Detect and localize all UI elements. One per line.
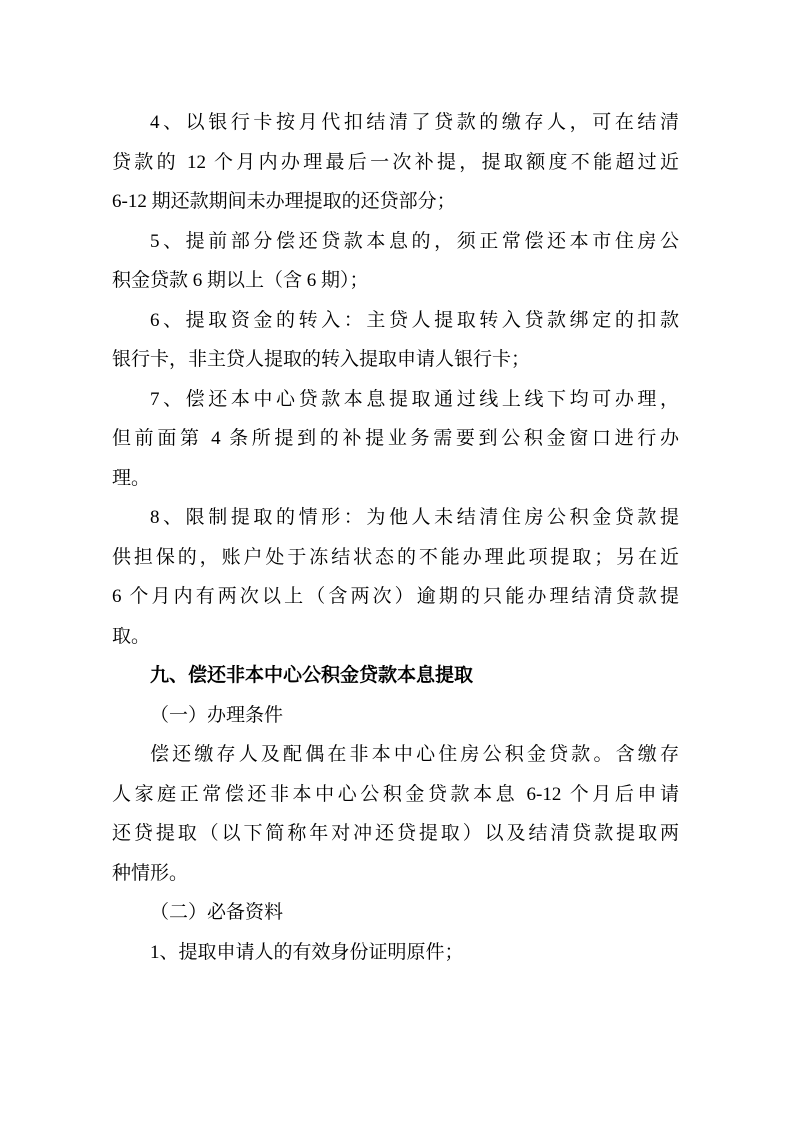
paragraph xyxy=(112,893,679,933)
document-line: 积金贷款 6 期以上（含 6 期）； xyxy=(112,270,369,291)
document-line: 8、限制提取的情形：为他人未结清住房公积金贷款提 xyxy=(150,507,679,528)
document-line: 种情形。 xyxy=(112,862,189,884)
paragraph xyxy=(112,380,679,499)
document-line: （二）必备资料 xyxy=(150,902,284,923)
document-line: 6、提取资金的转入：主贷人提取转入贷款绑定的扣款 xyxy=(150,309,679,331)
document-line: 5、提前部分偿还贷款本息的，须正常偿还本市住房公 xyxy=(150,230,679,252)
paragraph xyxy=(112,498,679,656)
paragraph xyxy=(112,933,679,973)
document-line: 供担保的，账户处于冻结状态的不能办理此项提取；另在近 xyxy=(112,546,679,568)
document-line: 偿还缴存人及配偶在非本中心住房公积金贷款。含缴存 xyxy=(150,744,679,765)
paragraph xyxy=(112,103,679,222)
document-body xyxy=(112,103,679,972)
document-line: 银行卡，非主贷人提取的转入提取申请人银行卡； xyxy=(112,349,531,370)
document-line: 6 个月内有两次以上（含两次）逾期的只能办理结清贷款提 xyxy=(112,586,679,607)
document-line: 但前面第 4 条所提到的补提业务需要到公积金窗口进行办 xyxy=(112,428,679,449)
document-line: 6-12 期还款期间未办理提取的还贷部分； xyxy=(112,191,456,212)
document-line: 人家庭正常偿还非本中心公积金贷款本息 6-12 个月后申请 xyxy=(112,783,679,805)
paragraph xyxy=(112,735,679,893)
document-line: 1、提取申请人的有效身份证明原件； xyxy=(150,941,464,963)
document-line: 4、以银行卡按月代扣结清了贷款的缴存人，可在结清 xyxy=(150,112,679,133)
document-line: 7、偿还本中心贷款本息提取通过线上线下均可办理， xyxy=(150,388,679,410)
paragraph xyxy=(112,222,679,301)
document-line: （一）办理条件 xyxy=(150,704,284,726)
paragraph xyxy=(112,696,679,736)
document-line: 九、偿还非本中心公积金贷款本息提取 xyxy=(150,665,474,686)
document-line: 还贷提取（以下简称年对冲还贷提取）以及结清贷款提取两 xyxy=(112,823,679,844)
section-heading xyxy=(112,656,679,696)
document-line: 取。 xyxy=(112,625,151,647)
document-line: 贷款的 12 个月内办理最后一次补提，提取额度不能超过近 xyxy=(112,151,679,173)
paragraph xyxy=(112,301,679,380)
document-line: 理。 xyxy=(112,467,151,489)
